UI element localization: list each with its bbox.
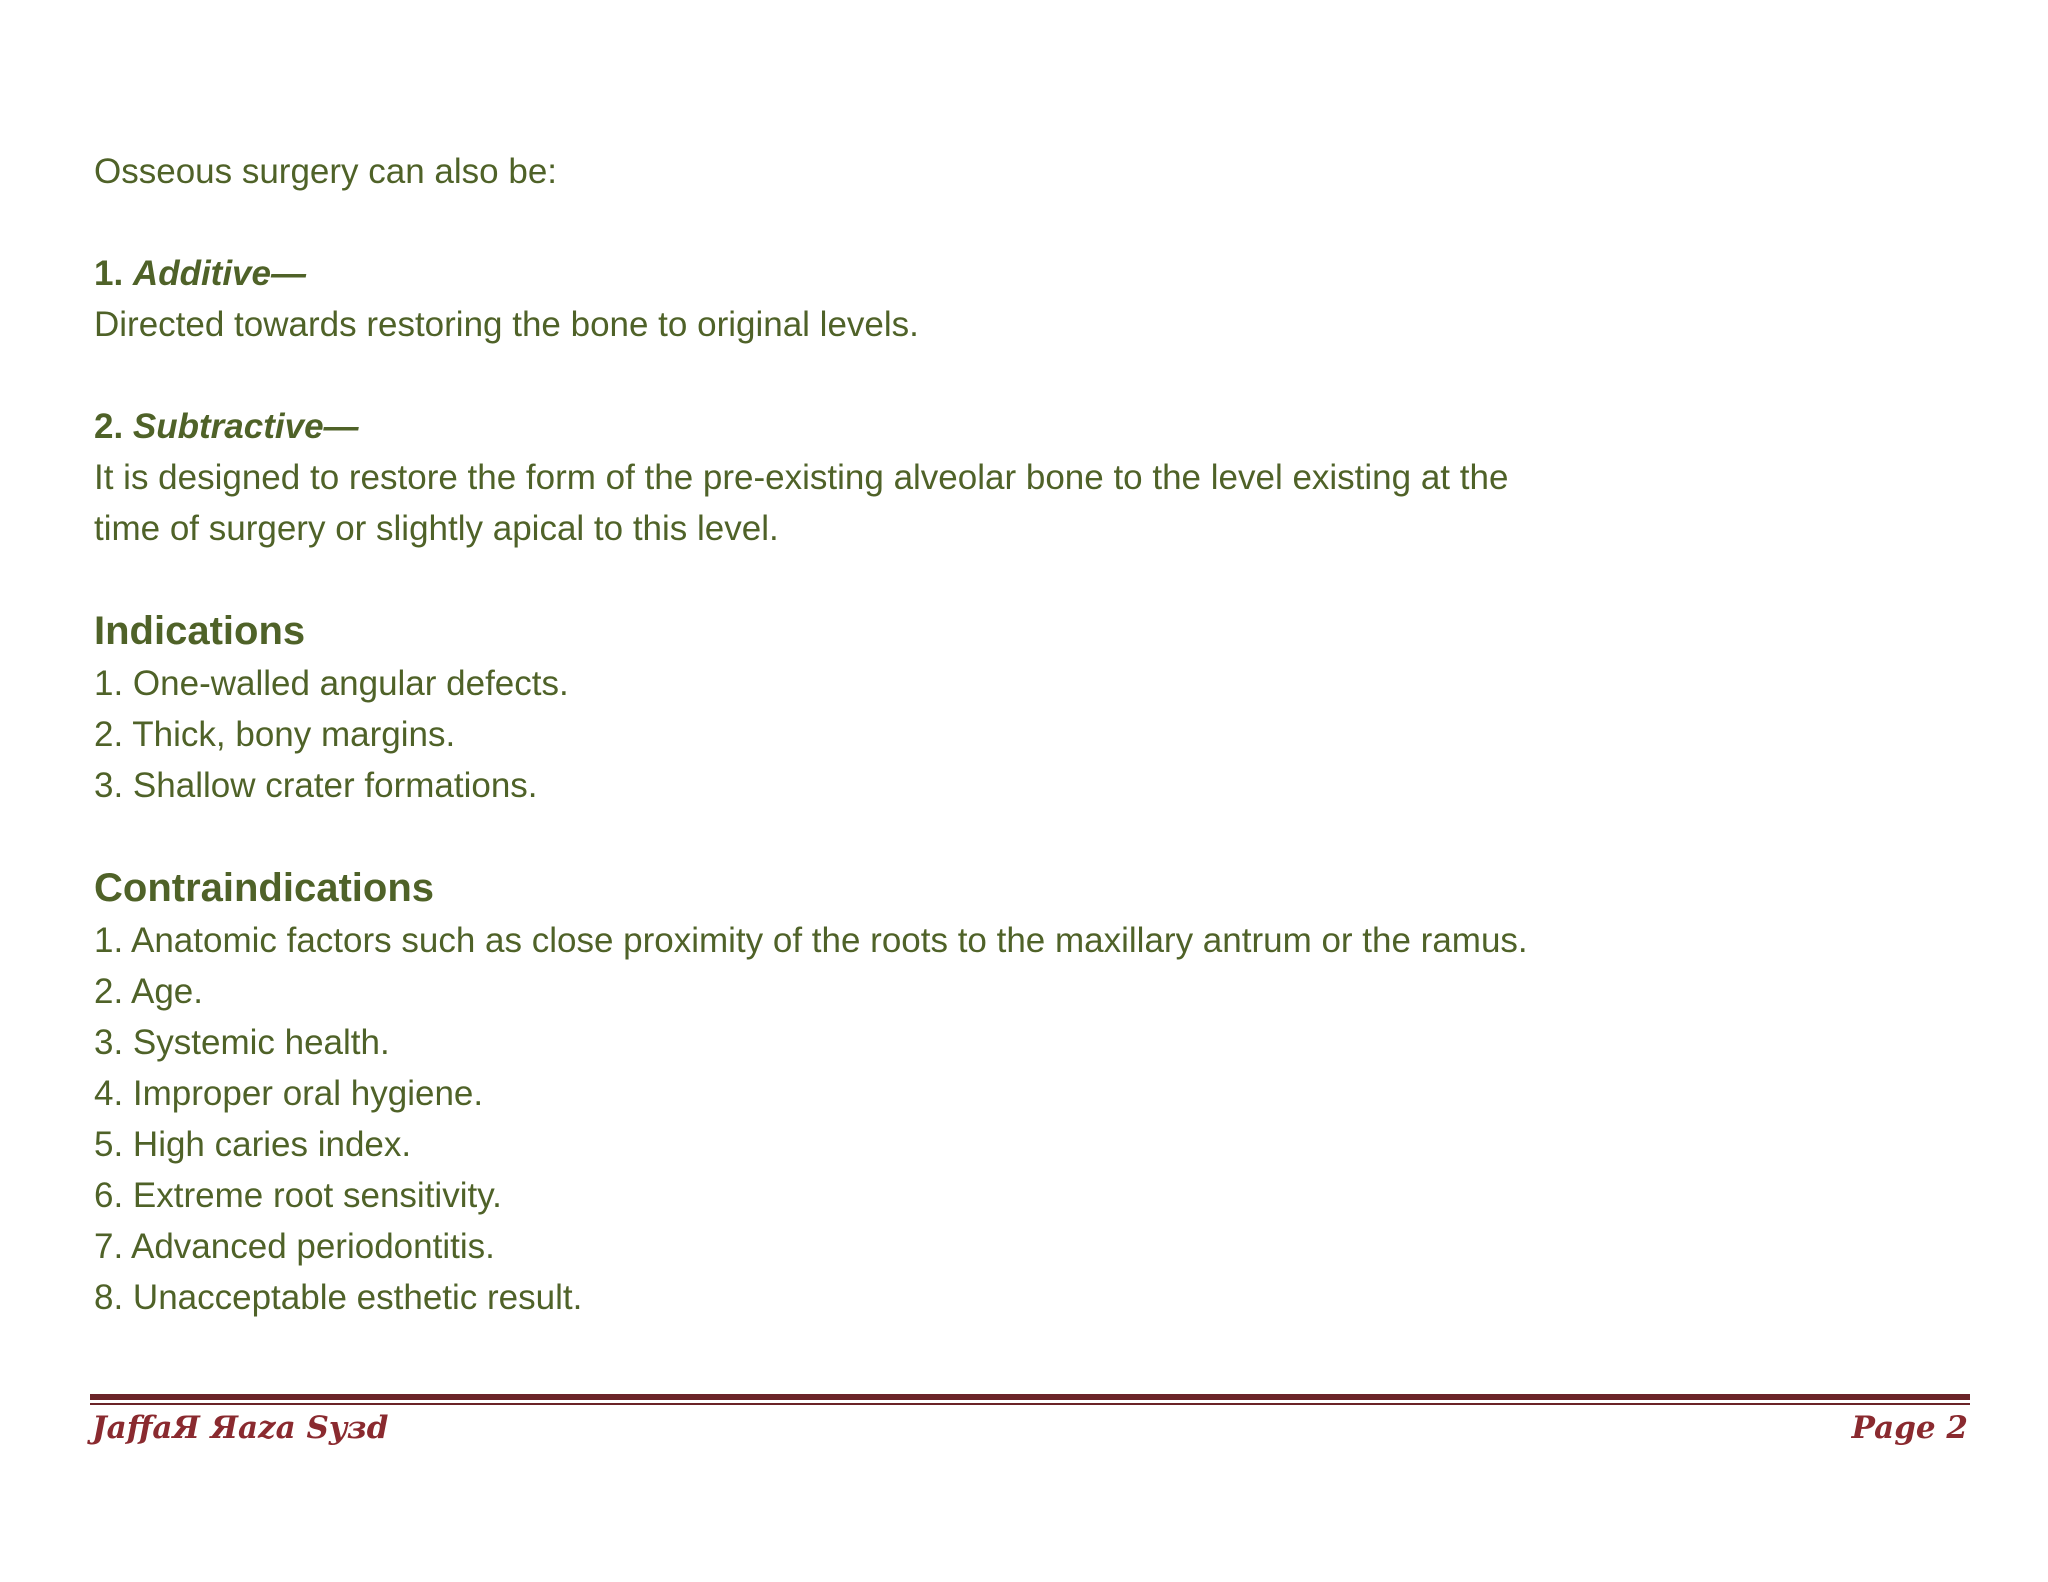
footer-author: JaffaЯ Яaza Syзd (92, 1410, 389, 1446)
subtractive-description-line-2: time of surgery or slightly apical to this level. (94, 509, 779, 548)
contraindications-list (94, 915, 1714, 1323)
subtractive-number: 2. (94, 407, 133, 446)
additive-description: Directed towards restoring the bone to original levels. (94, 305, 919, 344)
indications-list (94, 658, 1714, 811)
subtractive-description-line-1: It is designed to restore the form of the pre-existing alveolar bone to the level existing at the (94, 458, 1509, 497)
subtractive-label: Subtractive— (132, 407, 359, 446)
indications-heading: Indications (94, 609, 306, 653)
spacer (94, 554, 1714, 604)
list-item: 2. Age. (94, 972, 203, 1011)
list-item: 3. Systemic health. (94, 1023, 390, 1062)
footer-divider (90, 1394, 1970, 1405)
list-item: 2. Thick, bony margins. (94, 715, 456, 754)
list-item: 7. Advanced periodontitis. (94, 1227, 495, 1266)
list-item: 1. One-walled angular defects. (94, 664, 569, 703)
footer-divider-thin (90, 1403, 1970, 1405)
page-content (94, 146, 1714, 1323)
list-item: 8. Unacceptable esthetic result. (94, 1278, 583, 1317)
list-item: 1. Anatomic factors such as close proximity of the roots to the maxillary antrum or the ramus. (94, 921, 1528, 960)
additive-term (94, 248, 1714, 299)
spacer (94, 350, 1714, 401)
footer-page-number: Page 2 (1851, 1410, 1968, 1446)
list-item: 5. High caries index. (94, 1125, 412, 1164)
list-item: 3. Shallow crater formations. (94, 766, 538, 805)
additive-label: Additive— (132, 254, 306, 293)
spacer (94, 197, 1714, 248)
intro-text: Osseous surgery can also be: (94, 152, 558, 191)
list-item: 6. Extreme root sensitivity. (94, 1176, 502, 1215)
subtractive-term (94, 401, 1714, 452)
additive-number: 1. (94, 254, 133, 293)
contraindications-heading: Contraindications (94, 866, 435, 910)
list-item: 4. Improper oral hygiene. (94, 1074, 484, 1113)
spacer (94, 811, 1714, 861)
footer-divider-thick (90, 1394, 1970, 1400)
